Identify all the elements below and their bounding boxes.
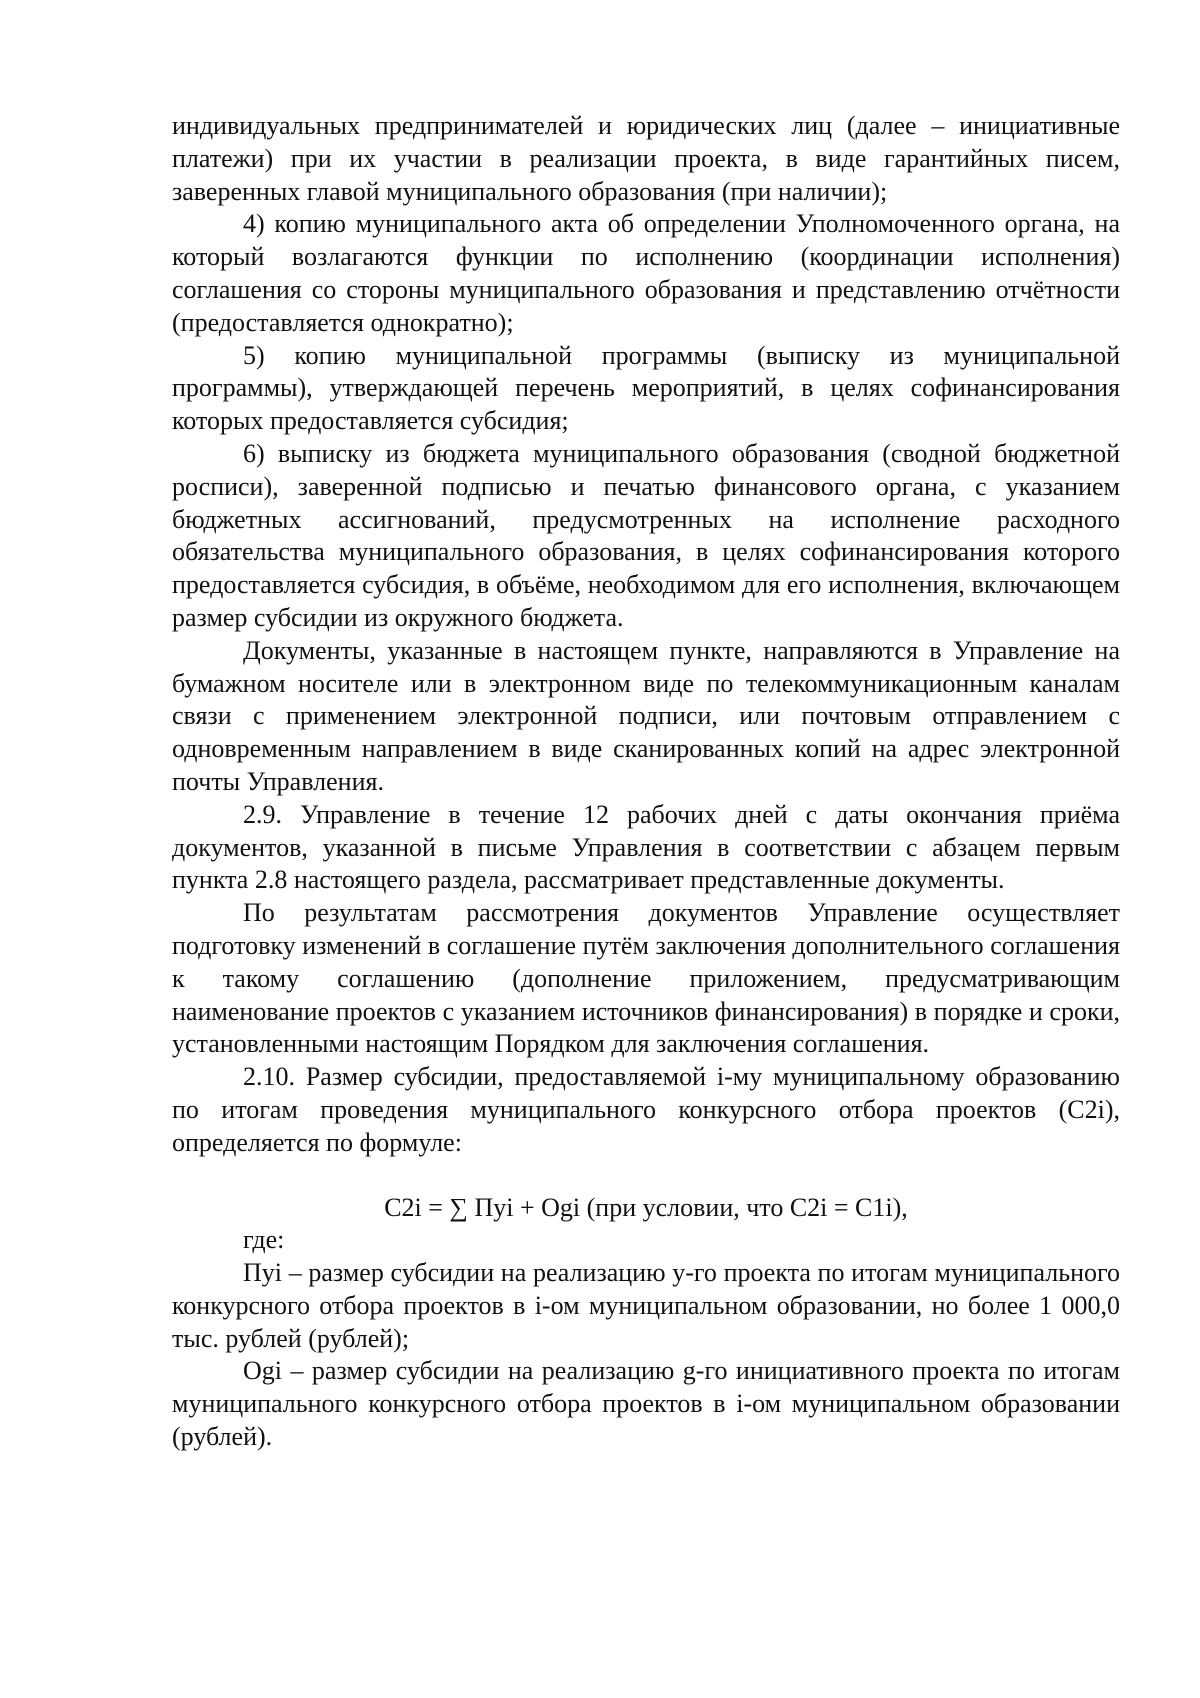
paragraph-definition-pyi: Пyi – размер субсидии на реализацию y-го проекта по итогам муниципального конкурсного отбора проектов в i-ом муниципальном образовании, но более 1 000,0 тыс. рублей (рублей); xyxy=(172,1258,1120,1353)
paragraph-results: По результатам рассмотрения документов Управление осуществляет подготовку изменений в соглашение путём заключения дополнительного соглашения к такому соглашению (дополнение приложением, предусматривающим наименование проектов с указанием источников финансирования) в порядке и сроки, установленными настоящим Порядком для заключения соглашения. xyxy=(172,898,1120,1059)
paragraph-item-4: 4) копию муниципального акта об определении Уполномоченного органа, на который возлагаются функции по исполнению (координации исполнения) соглашения со стороны муниципального образования и представлению отчётности (предоставляется однократно); xyxy=(172,209,1120,337)
formula: С2i = ∑ Пyi + Оgi (при условии, что С2i = С1i), xyxy=(384,1192,908,1222)
paragraph-2-9: 2.9. Управление в течение 12 рабочих дней с даты окончания приёма документов, указанной в письме Управления в соответствии с абзацем первым пункта 2.8 настоящего раздела, рассматривает представленные документы. xyxy=(172,799,1120,895)
paragraph-item-6: 6) выписку из бюджета муниципального образования (сводной бюджетной росписи), заверенной подписью и печатью финансового органа, с указанием бюджетных ассигнований, предусмотренных на исполнение расходного обязательства муниципального образования, в целях софинансирования которого предоставляется субсидия, в объёме, необходимом для его исполнения, включающем размер субсидии из окружного бюджета. xyxy=(172,438,1120,632)
paragraph-documents: Документы, указанные в настоящем пункте, направляются в Управление на бумажном носителе или в электронном виде по телекоммуникационным каналам связи с применением электронной подписи, или почтовым отправлением с одновременным направлением в виде сканированных копий на адрес электронной почты Управления. xyxy=(172,635,1120,796)
document-page xyxy=(172,110,1120,1454)
paragraph-definition-ogi: Оgi – размер субсидии на реализацию g-го инициативного проекта по итогам муниципального конкурсного отбора проектов в i-ом муниципальном образовании (рублей). xyxy=(172,1356,1120,1452)
paragraph-2-10: 2.10. Размер субсидии, предоставляемой i-му муниципальному образованию по итогам проведения муниципального конкурсного отбора проектов (С2i), определяется по формуле: xyxy=(172,1062,1120,1157)
paragraph-continuation: индивидуальных предпринимателей и юридических лиц (далее – инициативные платежи) при их участии в реализации проекта, в виде гарантийных писем, заверенных главой муниципального образования (при наличии); xyxy=(172,111,1120,206)
paragraph-where: где: xyxy=(243,1225,285,1255)
paragraph-item-5: 5) копию муниципальной программы (выписку из муниципальной программы), утверждающей перечень мероприятий, в целях софинансирования которых предоставляется субсидия; xyxy=(172,340,1120,436)
